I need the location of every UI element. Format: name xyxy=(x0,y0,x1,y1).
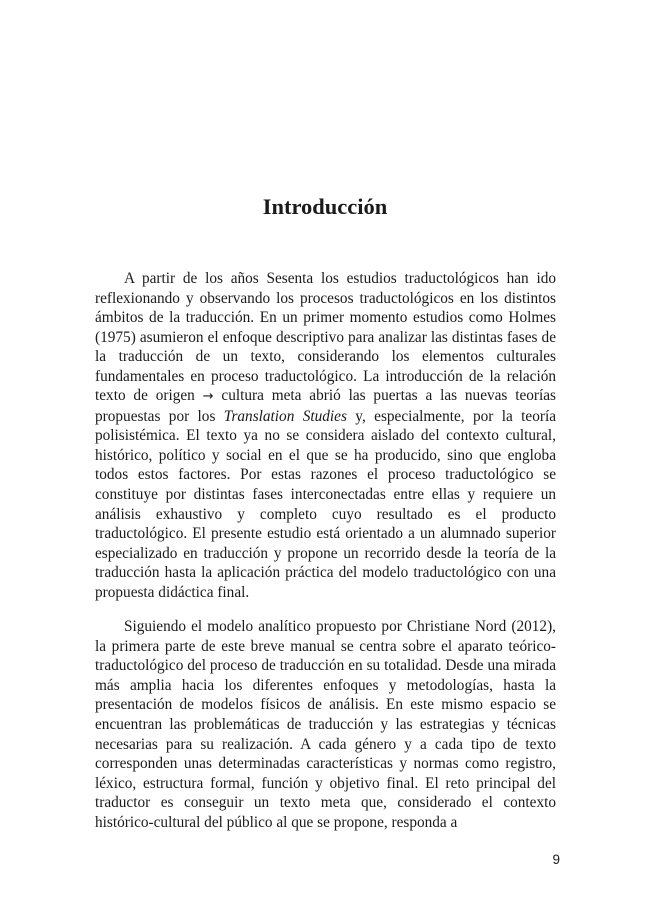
right-arrow-icon: → xyxy=(202,389,214,405)
paragraph-2: Siguiendo el modelo analítico propuesto por Christiane Nord (2012), la primera parte de este breve manual se centra sobre el aparato teórico-traductológico del proceso de traducción en su totalidad. Desde una mirada más amplia hacia los diferentes enfoques y metodologías, hasta la presentación de modelos físicos de análisis. En este mismo espacio se encuentran las problemáticas de traducción y las estrategias y técnicas necesarias para su realización. A cada género y a cada tipo de texto corresponden unas determinadas características y normas como registro, léxico, estructura formal, función y objetivo final. El reto principal del traductor es conseguir un texto meta que, considerado el contexto histórico-cultural del público al que se propone, responda a xyxy=(95,618,556,831)
page-title: Introducción xyxy=(262,194,388,219)
paragraph-1-text-end: y, especialmente, por la teoría polisistémica. El texto ya no se considera aislado del contexto cultural, histórico, político y social en el que se ha producido, sino que engloba todos estos factores. Por estas razones el proceso traductológico se constituye por distintas fases interconectadas entre ellas y requiere un análisis exhaustivo y completo cuyo resultado es el producto traductológico. El presente estudio está orientado a un alumnado superior especializado en traducción y propone un recorrido desde la teoría de la traducción hasta la aplicación práctica del modelo traductológico con una propuesta didáctica final. xyxy=(95,407,556,601)
paragraph-1-text-middle: cultura meta abrió las puertas a las nuevas teorías propuestas por los xyxy=(95,387,557,425)
paragraph-1 xyxy=(95,269,556,602)
paragraph-1-italic-term: Translation Studies xyxy=(223,407,347,425)
page-number: 9 xyxy=(552,852,560,867)
body-text xyxy=(95,269,556,832)
paragraph-1-text-start: A partir de los años Sesenta los estudios traductológicos han ido reflexionando y observando los procesos traductológicos en los distintos ámbitos de la traducción. En un primer momento estudios como Holmes (1975) asumieron el enfoque descriptivo para analizar las distintas fases de la traducción de un texto, considerando los elementos culturales fundamentales en proceso traductológico. La introducción de la relación texto de origen xyxy=(95,270,556,405)
